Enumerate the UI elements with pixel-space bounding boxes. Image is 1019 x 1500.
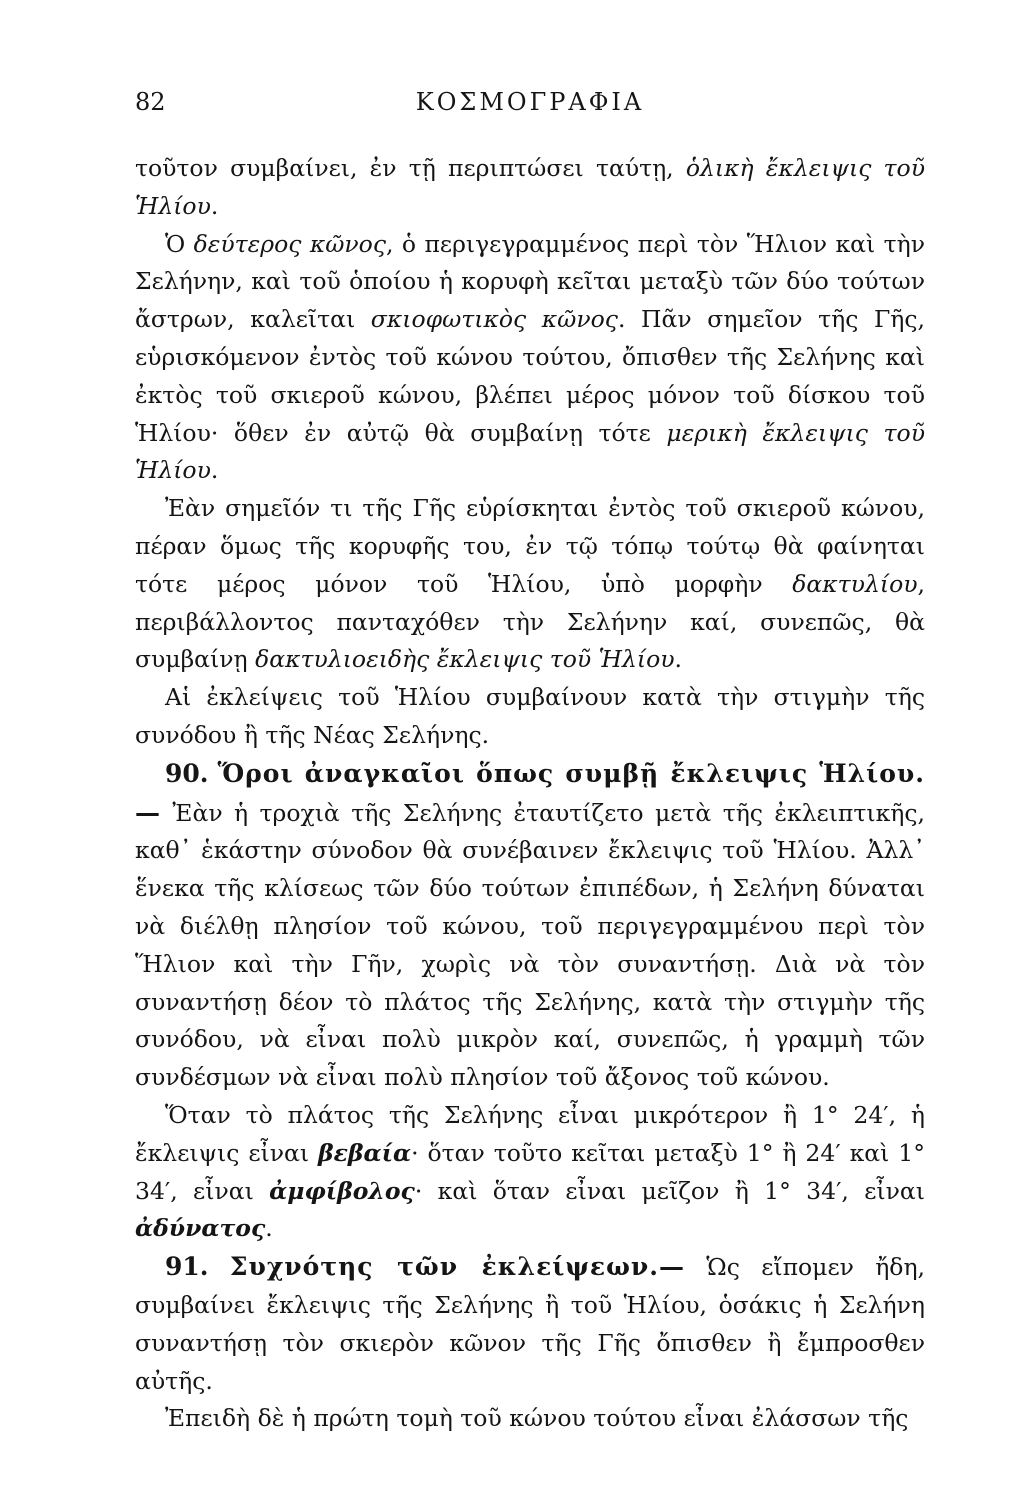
text-span: · ὅταν τοῦτο κεῖται μεταξὺ 1° ἢ 24′ καὶ 1° 34′, εἶναι [135,1138,925,1205]
text-span: Ὁ [165,229,194,258]
text-span: . [674,645,683,674]
emphasis-ring: δακτυλίου [792,569,918,598]
emphasis-second-cone: δεύτερος κῶνος [193,229,386,258]
text-span: , περιβάλλοντος πανταχόθεν τὴν Σελήνην καί, συνεπῶς, θὰ συμβαίνῃ [135,569,925,674]
emphasis-annular-eclipse: δακτυλιοειδὴς ἔκλειψις τοῦ Ἡλίου [255,645,675,674]
section-text: Ἐὰν ἡ τροχιὰ τῆς Σελήνης ἐταυτίζετο μετὰ τῆς ἐκλειπτικῆς, καθ᾽ ἑκάστην σύνοδον θὰ συνέβαινεν ἔκλειψις τοῦ Ἡλίου. Ἀλλ᾽ ἕνεκα τῆς κλίσεως τῶν δύο τούτων ἐπιπέδων, ἡ Σελήνη δύναται νὰ διέλθῃ πλησίον τοῦ κώνου, τοῦ περιγεγραμμένου περὶ τὸν Ἥλιον καὶ τὴν Γῆν, χωρὶς νὰ τὸν συναντήσῃ. Διὰ νὰ τὸν συναντήσῃ δέον τὸ πλάτος τῆς Σελήνης, κατὰ τὴν στιγμὴν τῆς συνόδου, νὰ εἶναι πολὺ μικρὸν καί, συνεπῶς, ἡ γραμμὴ τῶν συνδέσμων νὰ εἶναι πολὺ πλησίον τοῦ ἄξονος τοῦ κώνου. [135,798,925,1092]
page-body [135,150,925,1438]
section-text: Ὡς εἴπομεν ἤδη, συμβαίνει ἔκλειψις τῆς Σελήνης ἢ τοῦ Ἡλίου, ὁσάκις ἡ Σελήνη συναντήσῃ τὸν σκιερὸν κῶνον τῆς Γῆς ὄπισθεν ἢ ἔμπροσθεν αὐτῆς. [135,1253,925,1395]
section-number: 90. [165,758,209,788]
paragraph-1 [135,150,925,226]
paragraph-4: Αἱ ἐκλείψεις τοῦ Ἡλίου συμβαίνουν κατὰ τὴν στιγμὴν τῆς συνόδου ἢ τῆς Νέας Σελήνης. [135,683,925,749]
text-span: Ἐὰν σημεῖόν τι τῆς Γῆς εὑρίσκηται ἐντὸς τοῦ σκιεροῦ κώνου, πέραν ὅμως τῆς κορυφῆς του, ἐν τῷ τόπῳ τούτῳ θὰ φαίνηται τότε μέρος μόνον τοῦ Ἡλίου, ὑπὸ μορφὴν [135,494,925,598]
section-91 [135,1248,925,1400]
section-number: 91. [165,1252,209,1282]
emphasis-total-eclipse: ὁλικὴ ἔκλειψις τοῦ Ἡλίου [135,154,925,220]
section-title: Συχνότης τῶν ἐκλείψεων.— [229,1252,685,1282]
running-title: ΚΟΣΜΟΓΡΑΦΙΑ [415,88,645,116]
section-title: Ὅροι ἀναγκαῖοι ὅπως συμβῇ ἔκλειψις Ἡλίου.— [135,758,925,827]
text-span: τοῦτον συμβαίνει, ἐν τῇ περιπτώσει ταύτῃ, [135,154,686,182]
emphasis-doubtful: ἀμφίβολος [269,1176,415,1205]
emphasis-penumbra-cone: σκιοφωτικὸς κῶνος [370,305,618,334]
emphasis-impossible: ἀδύνατος [135,1214,266,1243]
paragraph-2 [135,226,925,491]
text-span: . [210,191,219,220]
section-90 [135,755,925,1097]
paragraph-3 [135,490,925,679]
emphasis-certain: βεβαία [318,1138,412,1167]
paragraph-6 [135,1097,925,1248]
text-span: · καὶ ὅταν εἶναι μεῖζον ἢ 1° 34′, εἶναι [414,1176,925,1205]
page-header [135,88,925,128]
text-span: . Πᾶν σημεῖον τῆς Γῆς, εὑρισκόμενον ἐντὸς τοῦ κώνου τούτου, ὄπισθεν τῆς Σελήνης καὶ ἐκτὸς τοῦ σκιεροῦ κώνου, βλέπει μέρος μόνον τοῦ δίσκου τοῦ Ἡλίου· ὅθεν ἐν αὐτῷ θὰ συμβαίνῃ τότε [135,305,925,447]
text-span: , ὁ περιγεγραμμένος περὶ τὸν Ἥλιον καὶ τὴν Σελήνην, καὶ τοῦ ὁποίου ἡ κορυφὴ κεῖται μεταξὺ τῶν δύο τούτων ἄστρων, καλεῖται [135,229,925,334]
text-span: Ὅταν τὸ πλάτος τῆς Σελήνης εἶναι μικρότερον ἢ 1° 24′, ἡ ἔκλειψις εἶναι [135,1100,925,1167]
page-number: 82 [135,88,166,116]
text-span: . [265,1214,273,1243]
text-span: . [210,456,219,485]
paragraph-8: Ἐπειδὴ δὲ ἡ πρώτη τομὴ τοῦ κώνου τούτου εἶναι ἐλάσσων τῆς [165,1404,909,1433]
emphasis-partial-eclipse: μερικὴ ἔκλειψις τοῦ Ἡλίου [135,418,925,485]
